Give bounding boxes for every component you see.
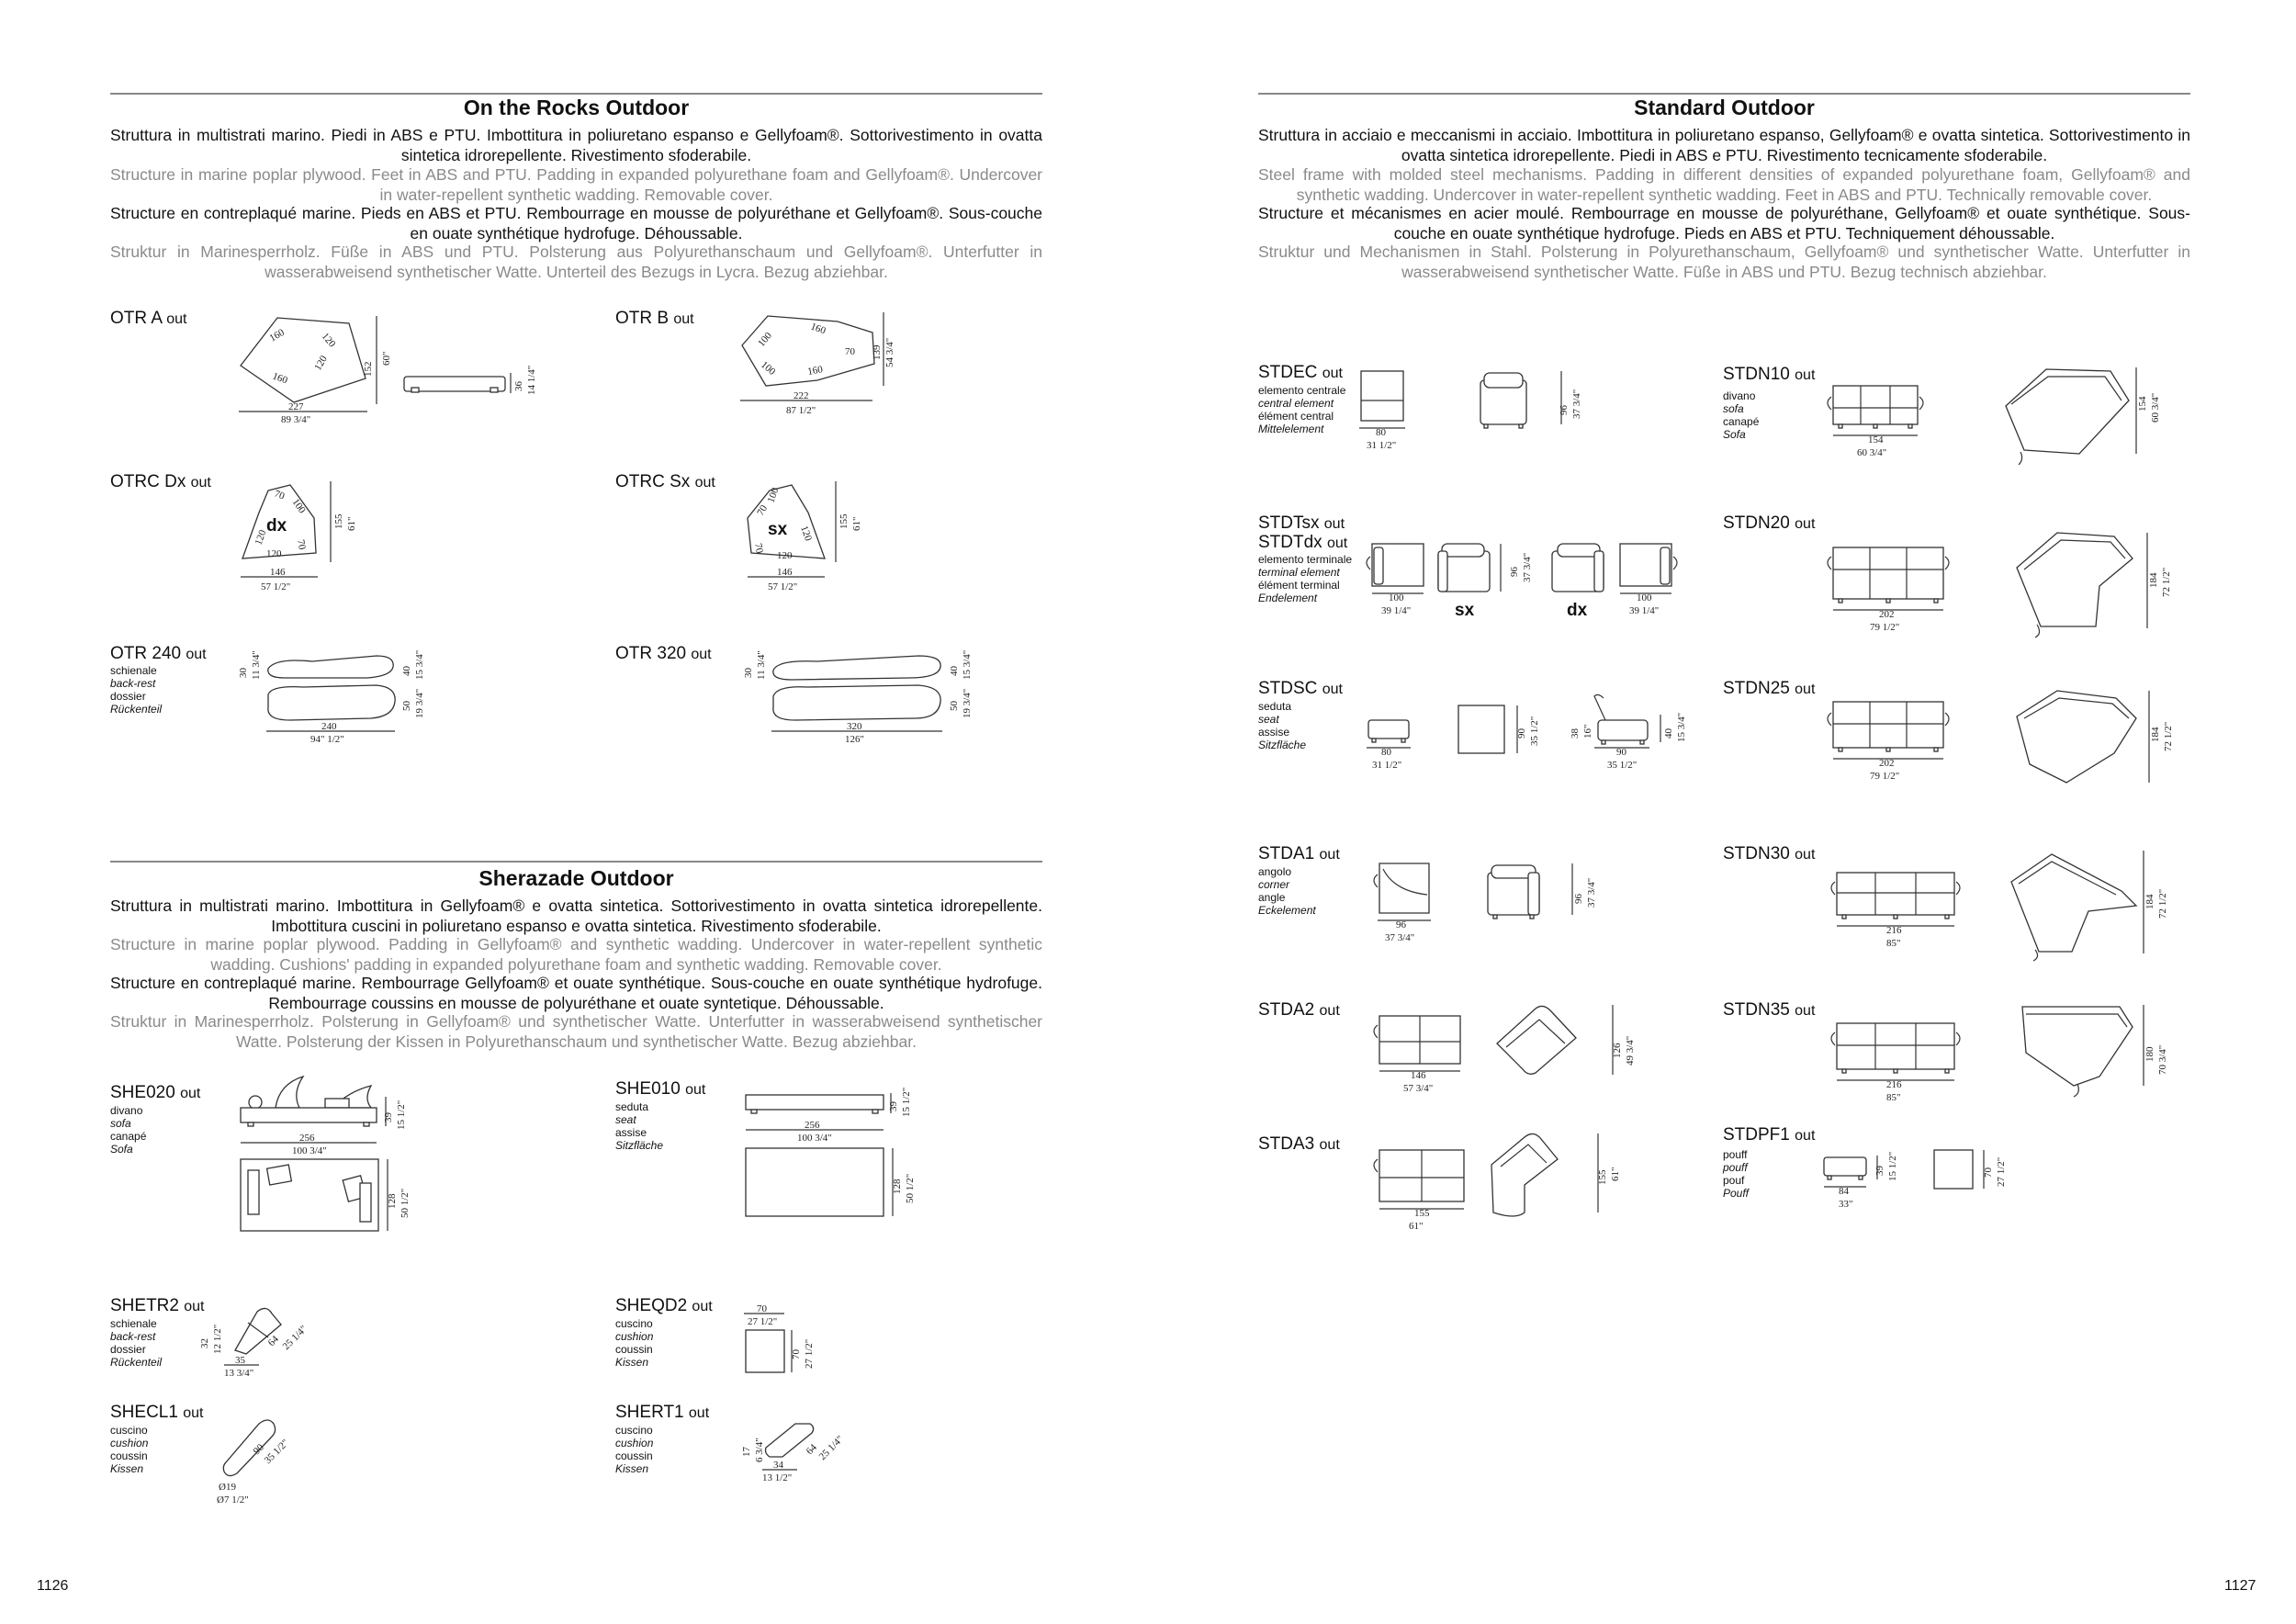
svg-text:39 1/4": 39 1/4" <box>1629 605 1660 616</box>
svg-text:60": 60" <box>381 351 392 366</box>
svg-text:85": 85" <box>1886 1092 1901 1103</box>
svg-text:dx: dx <box>1567 601 1588 620</box>
product-code-stdec: STDEC out <box>1258 363 1343 382</box>
svg-text:120: 120 <box>777 550 793 561</box>
svg-text:60 3/4": 60 3/4" <box>1857 447 1887 458</box>
svg-text:38: 38 <box>1570 728 1581 739</box>
product-code-stdn20: STDN20 out <box>1723 513 1816 533</box>
product-code-otr-a: OTR A out <box>110 309 187 328</box>
product-code-otrc-sx: OTRC Sx out <box>615 472 715 491</box>
labels-stdec: elemento centrale central element élément central Mittelelement <box>1258 384 1346 435</box>
svg-text:50 1/2": 50 1/2" <box>905 1173 916 1203</box>
svg-text:64: 64 <box>804 1441 819 1458</box>
product-code-stdn25: STDN25 out <box>1723 679 1816 698</box>
svg-text:222: 222 <box>793 390 809 401</box>
product-code-she010: SHE010 out <box>615 1079 706 1099</box>
svg-text:40: 40 <box>401 666 412 676</box>
svg-text:Ø7 1/2": Ø7 1/2" <box>217 1494 249 1506</box>
svg-text:11 3/4": 11 3/4" <box>756 650 767 680</box>
svg-text:50 1/2": 50 1/2" <box>400 1188 411 1218</box>
svg-text:160: 160 <box>270 370 289 387</box>
svg-text:39: 39 <box>888 1101 899 1111</box>
svg-text:70: 70 <box>791 1349 802 1359</box>
labels-shert1: cuscino cushion coussin Kissen <box>615 1424 654 1475</box>
svg-text:39 1/4": 39 1/4" <box>1381 605 1412 616</box>
product-code-stda3: STDA3 out <box>1258 1134 1340 1154</box>
labels-stdsc: seduta seat assise Sitzfläche <box>1258 700 1307 751</box>
svg-text:90: 90 <box>251 1441 266 1458</box>
svg-text:70 3/4": 70 3/4" <box>2157 1044 2168 1075</box>
svg-text:50: 50 <box>949 701 960 711</box>
svg-text:61": 61" <box>851 516 862 531</box>
svg-text:120: 120 <box>312 354 330 373</box>
svg-text:61": 61" <box>1610 1167 1621 1181</box>
svg-text:216: 216 <box>1886 925 1902 936</box>
svg-text:87 1/2": 87 1/2" <box>786 405 816 416</box>
svg-text:70: 70 <box>1983 1167 1994 1178</box>
product-code-otrc-dx: OTRC Dx out <box>110 472 211 491</box>
svg-text:40: 40 <box>1663 728 1674 739</box>
svg-text:100: 100 <box>1637 592 1652 603</box>
product-code-stdn10: STDN10 out <box>1723 365 1816 384</box>
svg-text:57 1/2": 57 1/2" <box>768 581 798 592</box>
svg-text:37 3/4": 37 3/4" <box>1385 932 1415 943</box>
svg-text:27 1/2": 27 1/2" <box>804 1338 815 1369</box>
svg-text:27 1/2": 27 1/2" <box>1996 1156 2007 1187</box>
product-code-she020: SHE020 out <box>110 1083 201 1102</box>
labels-stdpf1: pouff pouff pouf Pouff <box>1723 1148 1750 1200</box>
desc-fr-she: Structure en contreplaqué marine. Rembourrage Gellyfoam® et ouate synthétique. Sous-couche en ouate synthétique hydrofuge. Rembourrage coussins en mousse de polyuréthane et ouate syntetique. Déhoussable. <box>110 974 1042 1012</box>
desc-it-she: Struttura in multistrati marino. Imbottitura in Gellyfoam® e ovatta sintetica. Sottorivestimento in ovatta sintetica idrorepellente. Imbottitura cuscini in poliuretano espanso e ovatta sintetica. Rivestimento sfoderabile. <box>110 897 1042 935</box>
svg-text:50: 50 <box>401 701 412 711</box>
svg-text:96: 96 <box>1509 567 1520 577</box>
svg-text:15 1/2": 15 1/2" <box>396 1100 407 1130</box>
page-number-left: 1126 <box>37 1578 69 1594</box>
svg-text:25 1/4": 25 1/4" <box>280 1323 310 1353</box>
svg-text:70: 70 <box>755 502 771 518</box>
svg-text:126: 126 <box>1612 1043 1623 1058</box>
product-code-shert1: SHERT1 out <box>615 1403 710 1422</box>
svg-text:90: 90 <box>1616 747 1626 758</box>
svg-text:27 1/2": 27 1/2" <box>748 1316 778 1327</box>
svg-text:34: 34 <box>773 1460 783 1471</box>
svg-text:40: 40 <box>949 666 960 676</box>
svg-text:31 1/2": 31 1/2" <box>1367 440 1397 451</box>
labels-shecl1: cuscino cushion coussin Kissen <box>110 1424 149 1475</box>
svg-text:84: 84 <box>1839 1186 1849 1197</box>
labels-stda1: angolo corner angle Eckelement <box>1258 865 1316 917</box>
svg-text:70: 70 <box>752 542 765 555</box>
svg-text:37 3/4": 37 3/4" <box>1586 877 1597 908</box>
svg-text:31 1/2": 31 1/2" <box>1372 760 1402 771</box>
svg-text:155: 155 <box>838 513 850 529</box>
product-code-stda1: STDA1 out <box>1258 844 1340 863</box>
svg-text:96: 96 <box>1573 894 1584 904</box>
svg-text:100 3/4": 100 3/4" <box>292 1145 327 1156</box>
svg-text:180: 180 <box>2144 1046 2155 1062</box>
svg-text:216: 216 <box>1886 1079 1902 1090</box>
svg-text:202: 202 <box>1879 609 1895 620</box>
svg-text:120: 120 <box>798 524 815 543</box>
svg-text:100: 100 <box>289 496 308 516</box>
section-title-otr: On the Rocks Outdoor <box>463 96 690 119</box>
svg-text:146: 146 <box>777 567 793 578</box>
svg-text:160: 160 <box>806 364 824 378</box>
product-code-otr-320: OTR 320 out <box>615 644 712 663</box>
svg-text:152: 152 <box>363 361 374 377</box>
svg-text:100: 100 <box>765 486 782 505</box>
svg-text:14 1/4": 14 1/4" <box>526 365 537 395</box>
desc-en-std: Steel frame with molded steel mechanisms. Padding in different densities of expanded polyurethane foam, Gellyfoam® and synthetic wadding. Undercover in water-repellent synthetic wadding. Feet in ABS and PTU. Technically removable cover. <box>1258 165 2190 204</box>
product-code-shecl1: SHECL1 out <box>110 1403 204 1422</box>
svg-text:30: 30 <box>743 668 754 678</box>
svg-text:184: 184 <box>2148 572 2159 588</box>
svg-text:128: 128 <box>387 1193 398 1209</box>
svg-text:49 3/4": 49 3/4" <box>1625 1035 1636 1066</box>
svg-text:15 3/4": 15 3/4" <box>1676 712 1687 742</box>
svg-text:60 3/4": 60 3/4" <box>2150 392 2161 423</box>
svg-text:79 1/2": 79 1/2" <box>1870 622 1900 633</box>
svg-text:13 3/4": 13 3/4" <box>224 1368 254 1379</box>
svg-text:32: 32 <box>199 1338 210 1348</box>
svg-text:155: 155 <box>333 513 344 529</box>
svg-text:15 3/4": 15 3/4" <box>414 649 425 680</box>
svg-text:184: 184 <box>2150 727 2161 742</box>
svg-text:25 1/4": 25 1/4" <box>816 1433 846 1463</box>
svg-text:64: 64 <box>265 1333 281 1349</box>
svg-text:128: 128 <box>892 1179 903 1194</box>
svg-text:96: 96 <box>1559 405 1570 415</box>
page-number-right: 1127 <box>2224 1578 2257 1594</box>
svg-text:154: 154 <box>2137 396 2148 412</box>
desc-fr-std: Structure et mécanismes en acier moulé. Rembourrage en mousse de polyuréthane, Gellyfoam® et ouate synthétique. Sous-couche en ouate synthétique hydrofuge. Pieds en ABS et PTU. Techniquement déhoussable. <box>1258 204 2190 242</box>
svg-text:85": 85" <box>1886 938 1901 949</box>
svg-text:184: 184 <box>2144 894 2155 909</box>
svg-text:35: 35 <box>235 1355 245 1366</box>
svg-text:33": 33" <box>1839 1199 1853 1210</box>
svg-text:70: 70 <box>757 1303 767 1314</box>
svg-text:227: 227 <box>288 401 304 412</box>
svg-text:16": 16" <box>1582 724 1593 739</box>
svg-text:120: 120 <box>253 528 269 547</box>
svg-text:100: 100 <box>756 330 774 349</box>
labels-otr-240: schienale back-rest dossier Rückenteil <box>110 664 163 716</box>
svg-text:57 3/4": 57 3/4" <box>1403 1083 1434 1094</box>
product-code-stdt: STDTsx out STDTdx out <box>1258 513 1348 552</box>
svg-text:19 3/4": 19 3/4" <box>962 688 973 718</box>
product-code-sheqd2: SHEQD2 out <box>615 1296 713 1315</box>
svg-text:72 1/2": 72 1/2" <box>2157 888 2168 919</box>
svg-text:120: 120 <box>319 331 338 350</box>
svg-text:90: 90 <box>1516 728 1527 739</box>
svg-text:100 3/4": 100 3/4" <box>797 1133 832 1144</box>
desc-it-std: Struttura in acciaio e meccanismi in acciaio. Imbottitura in poliuretano espanso, Gellyfoam® e ovatta sintetica. Sottorivestimento in ovatta sintetica idrorepellente. Piedi in ABS e PTU. Rivestimento tecnicamente sfoderabile. <box>1258 126 2190 164</box>
svg-text:202: 202 <box>1879 758 1895 769</box>
svg-text:320: 320 <box>847 721 862 732</box>
svg-text:70: 70 <box>295 538 308 551</box>
svg-text:256: 256 <box>299 1133 315 1144</box>
desc-fr-otr: Structure en contreplaqué marine. Pieds en ABS et PTU. Rembourrage en mousse de polyuréthane et Gellyfoam®. Sous-couche en ouate synthétique hydrofuge. Déhoussable. <box>110 204 1042 242</box>
svg-text:sx: sx <box>1455 601 1475 620</box>
svg-text:54 3/4": 54 3/4" <box>884 337 895 367</box>
section-title-std: Standard Outdoor <box>1634 96 1815 119</box>
section-title-she: Sherazade Outdoor <box>478 866 674 890</box>
labels-she010: seduta seat assise Sitzfläche <box>615 1100 664 1152</box>
svg-text:72 1/2": 72 1/2" <box>2163 721 2174 751</box>
svg-text:96: 96 <box>1396 919 1406 930</box>
labels-stdt: elemento terminale terminal element élément terminal Endelement <box>1258 553 1353 604</box>
svg-text:sx: sx <box>768 520 788 539</box>
desc-de-std: Struktur und Mechanismen in Stahl. Polsterung in Polyurethanschaum, Gellyfoam® und synthetischer Watte. Unterfutter in wasserabweisend synthetischer Watte. Füße in ABS und PTU. Bezug technisch abziehbar. <box>1258 242 2190 281</box>
svg-text:61": 61" <box>346 516 357 531</box>
svg-text:70: 70 <box>272 488 287 502</box>
svg-text:146: 146 <box>270 567 286 578</box>
svg-text:13 1/2": 13 1/2" <box>762 1472 793 1483</box>
svg-text:155: 155 <box>1414 1208 1430 1219</box>
svg-text:35 1/2": 35 1/2" <box>1529 716 1540 746</box>
svg-text:155: 155 <box>1597 1169 1608 1185</box>
svg-text:80: 80 <box>1376 427 1386 438</box>
desc-de-she: Struktur in Marinesperrholz. Polsterung in Gellyfoam® und synthetischer Watte. Unterfutter in wasserabweisend synthetischer Watte. Polsterung der Kissen in Polyurethanschaum und synthetischer Watte. Bezug abziehbar. <box>110 1012 1042 1051</box>
svg-text:30: 30 <box>238 668 249 678</box>
labels-stdn10: divano sofa canapé Sofa <box>1723 389 1760 441</box>
svg-text:79 1/2": 79 1/2" <box>1870 771 1900 782</box>
svg-text:12 1/2": 12 1/2" <box>212 1324 223 1354</box>
svg-text:35 1/2": 35 1/2" <box>262 1437 291 1467</box>
svg-text:61": 61" <box>1409 1221 1424 1232</box>
product-code-stdsc: STDSC out <box>1258 679 1343 698</box>
svg-text:72 1/2": 72 1/2" <box>2161 567 2172 597</box>
svg-text:35 1/2": 35 1/2" <box>1607 760 1638 771</box>
labels-she020: divano sofa canapé Sofa <box>110 1104 147 1156</box>
svg-text:240: 240 <box>321 721 337 732</box>
svg-text:89 3/4": 89 3/4" <box>281 414 311 425</box>
desc-en-she: Structure in marine poplar plywood. Padding in Gellyfoam® and synthetic wadding. Undercover in water-repellent synthetic wadding. Cushions' padding in expanded polyurethane foam and synthetic wadding. Removable cover. <box>110 935 1042 974</box>
desc-it-otr: Struttura in multistrati marino. Piedi in ABS e PTU. Imbottitura in poliuretano espanso e Gellyfoam®. Sottorivestimento in ovatta sintetica idrorepellente. Rivestimento sfoderabile. <box>110 126 1042 164</box>
svg-text:160: 160 <box>267 326 287 344</box>
svg-text:6 3/4": 6 3/4" <box>754 1438 765 1462</box>
svg-text:70: 70 <box>845 346 855 357</box>
svg-text:126": 126" <box>845 734 864 745</box>
product-code-shetr2: SHETR2 out <box>110 1296 205 1315</box>
labels-sheqd2: cuscino cushion coussin Kissen <box>615 1317 654 1369</box>
svg-text:15 1/2": 15 1/2" <box>1887 1151 1898 1181</box>
product-code-otr-240: OTR 240 out <box>110 644 207 663</box>
svg-text:37 3/4": 37 3/4" <box>1571 389 1582 419</box>
labels-shetr2: schienale back-rest dossier Rückenteil <box>110 1317 163 1369</box>
svg-text:39: 39 <box>1874 1166 1885 1176</box>
svg-text:17: 17 <box>741 1447 752 1457</box>
svg-text:15 3/4": 15 3/4" <box>962 649 973 680</box>
svg-text:120: 120 <box>266 548 282 559</box>
svg-text:39: 39 <box>383 1112 394 1122</box>
svg-text:15 1/2": 15 1/2" <box>901 1087 912 1117</box>
svg-text:256: 256 <box>805 1120 820 1131</box>
product-code-stda2: STDA2 out <box>1258 1000 1340 1020</box>
product-code-stdn35: STDN35 out <box>1723 1000 1816 1020</box>
desc-de-otr: Struktur in Marinesperrholz. Füße in ABS und PTU. Polsterung aus Polyurethanschaum und Gellyfoam®. Unterfutter in wasserabweisend synthetischer Watte. Unterteil des Bezugs in Lycra. Bezug abziehbar. <box>110 242 1042 281</box>
svg-text:160: 160 <box>808 321 827 337</box>
svg-text:80: 80 <box>1381 747 1391 758</box>
svg-text:154: 154 <box>1868 434 1884 445</box>
svg-text:36: 36 <box>513 381 524 391</box>
svg-text:100: 100 <box>1389 592 1404 603</box>
svg-text:139: 139 <box>872 344 883 360</box>
product-code-stdn30: STDN30 out <box>1723 844 1816 863</box>
svg-text:57 1/2": 57 1/2" <box>261 581 291 592</box>
svg-text:19 3/4": 19 3/4" <box>414 688 425 718</box>
svg-text:146: 146 <box>1411 1070 1426 1081</box>
svg-text:11 3/4": 11 3/4" <box>251 650 262 680</box>
svg-text:37 3/4": 37 3/4" <box>1522 552 1533 582</box>
desc-en-otr: Structure in marine poplar plywood. Feet in ABS and PTU. Padding in expanded polyurethane foam and Gellyfoam®. Undercover in water-repellent synthetic wadding. Removable cover. <box>110 165 1042 204</box>
svg-text:Ø19: Ø19 <box>219 1482 236 1493</box>
svg-text:dx: dx <box>266 516 287 536</box>
svg-text:94" 1/2": 94" 1/2" <box>310 734 344 745</box>
product-code-otr-b: OTR B out <box>615 309 694 328</box>
svg-text:100: 100 <box>759 359 778 378</box>
product-code-stdpf1: STDPF1 out <box>1723 1125 1816 1145</box>
